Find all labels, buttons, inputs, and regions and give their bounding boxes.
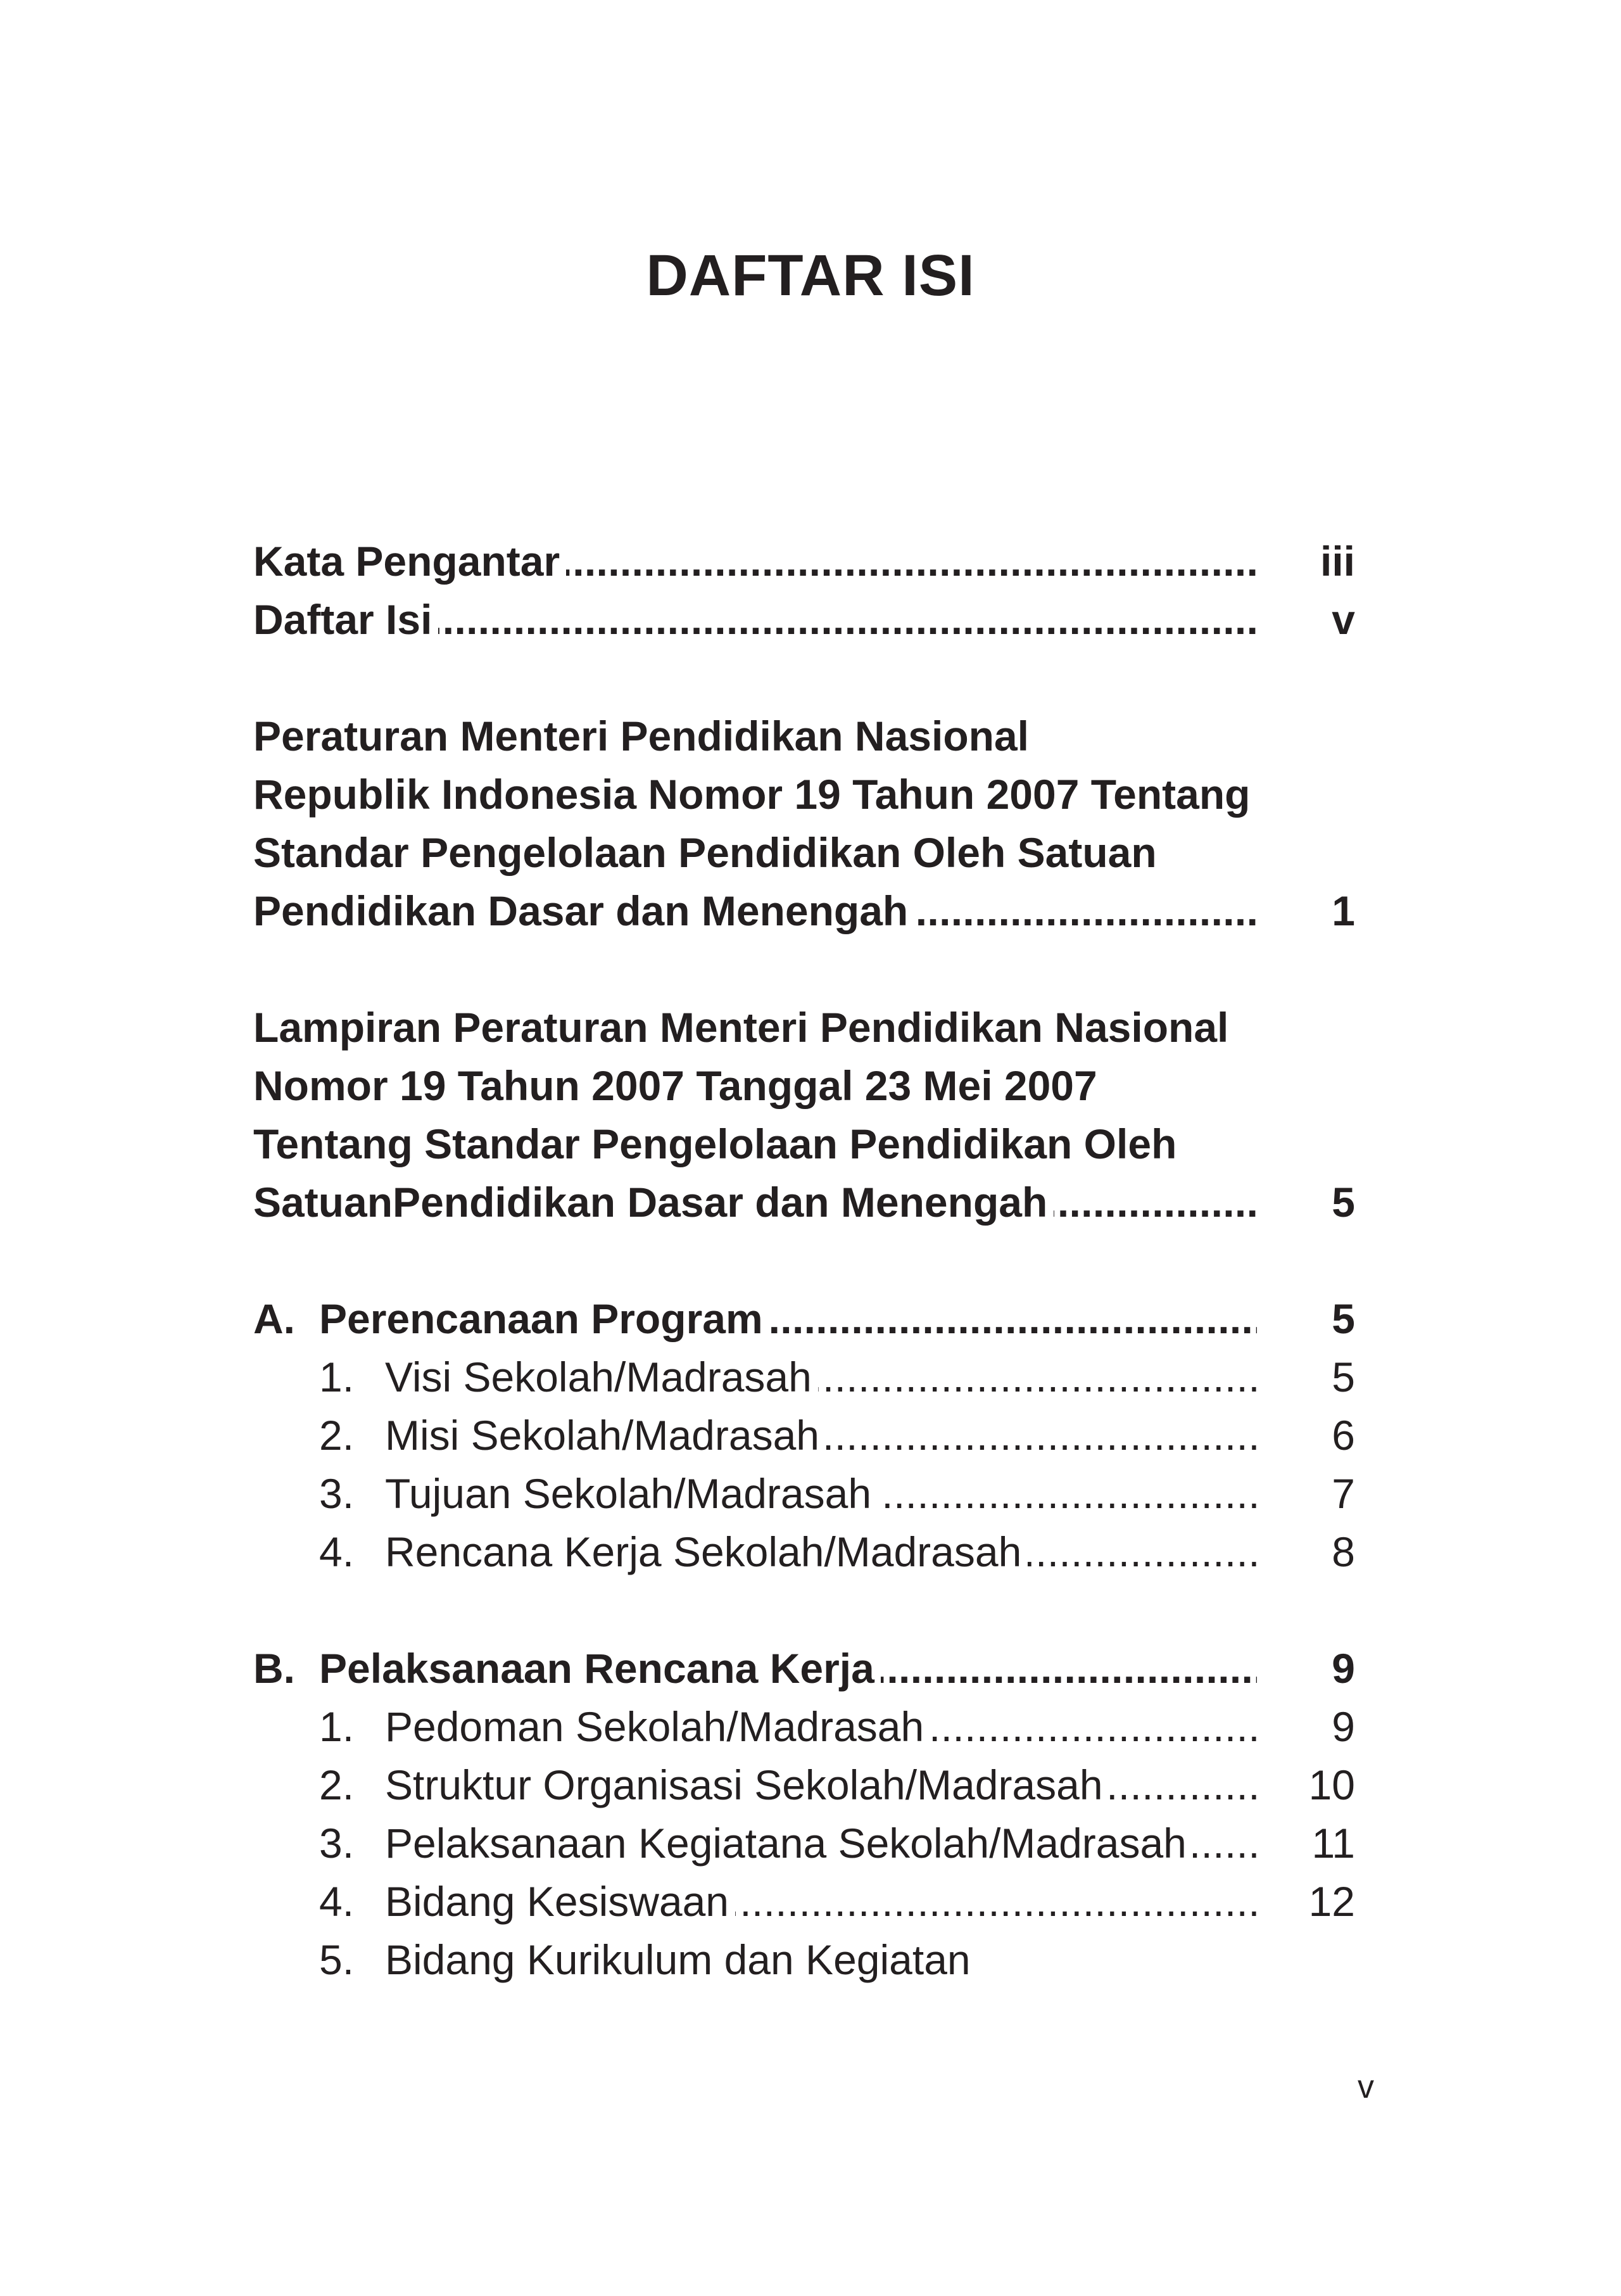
toc-subentry[interactable] xyxy=(253,1814,1355,1872)
toc-item-number: 3. xyxy=(319,1820,355,1867)
toc-subentry[interactable] xyxy=(253,1523,1355,1581)
toc-item-number: 1. xyxy=(319,1354,355,1400)
toc-entry-kata-pengantar[interactable] xyxy=(253,532,1355,590)
toc-entry-daftar-isi[interactable] xyxy=(253,590,1355,649)
toc-page-number: 8 xyxy=(1332,1528,1355,1575)
page-title: DAFTAR ISI xyxy=(646,243,975,308)
toc-page-number: v xyxy=(1332,596,1355,643)
toc-page-number: 10 xyxy=(1308,1761,1355,1808)
toc-entry-label: Tujuan Sekolah/Madrasah xyxy=(385,1470,878,1517)
toc-section-a[interactable] xyxy=(253,1290,1355,1348)
toc-page-number: 11 xyxy=(1311,1820,1355,1867)
toc-page-number: 6 xyxy=(1332,1412,1355,1459)
toc-entry-lampiran[interactable] xyxy=(253,998,1355,1231)
toc-page-number: 9 xyxy=(1332,1645,1355,1692)
toc-entry-line: SatuanPendidikan Dasar dan Menengah xyxy=(253,1179,1054,1226)
toc-entry-line: Standar Pengelolaan Pendidikan Oleh Satuan xyxy=(253,829,1163,876)
toc-item-number: 4. xyxy=(319,1528,355,1575)
toc-entry-label: Pelaksanaan Rencana Kerja xyxy=(319,1645,881,1692)
toc-page-number: 5 xyxy=(1332,1295,1355,1342)
toc-page-number: 5 xyxy=(1332,1179,1355,1226)
toc-entry-label: Misi Sekolah/Madrasah xyxy=(385,1412,826,1459)
toc-item-number: 5. xyxy=(319,1936,355,1983)
toc-subentry[interactable] xyxy=(253,1406,1355,1464)
toc-item-number: 3. xyxy=(319,1470,355,1517)
toc-entry-line: Republik Indonesia Nomor 19 Tahun 2007 Tentang xyxy=(253,771,1257,818)
toc-entry-line: Peraturan Menteri Pendidikan Nasional xyxy=(253,713,1035,759)
toc-entry-label: Visi Sekolah/Madrasah xyxy=(385,1354,818,1400)
toc-subentry[interactable] xyxy=(253,1931,1355,1989)
toc-subentry[interactable] xyxy=(253,1348,1355,1406)
toc-page-number: iii xyxy=(1320,538,1355,585)
toc-section-letter: A. xyxy=(253,1295,295,1342)
toc-subentry[interactable] xyxy=(253,1697,1355,1756)
page-folio: v xyxy=(1358,2069,1374,2105)
toc-subentry[interactable] xyxy=(253,1756,1355,1814)
toc-entry-line: Tentang Standar Pengelolaan Pendidikan Oleh xyxy=(253,1120,1183,1167)
toc-item-number: 4. xyxy=(319,1878,355,1925)
toc-page-number: 5 xyxy=(1332,1354,1355,1400)
toc-item-number: 2. xyxy=(319,1761,355,1808)
toc-page-number: 7 xyxy=(1332,1470,1355,1517)
toc-subentry[interactable] xyxy=(253,1464,1355,1523)
toc-entry-label: Bidang Kesiswaan xyxy=(385,1878,735,1925)
toc-entry-line: Pendidikan Dasar dan Menengah xyxy=(253,887,914,934)
toc-section-b[interactable] xyxy=(253,1639,1355,1697)
toc-section-letter: B. xyxy=(253,1645,295,1692)
toc-page-number: 1 xyxy=(1332,887,1355,934)
toc-page-number: 9 xyxy=(1332,1703,1355,1750)
toc-page-number: 12 xyxy=(1308,1878,1355,1925)
toc-entry-line: Nomor 19 Tahun 2007 Tanggal 23 Mei 2007 xyxy=(253,1062,1104,1109)
toc-entry-label: Struktur Organisasi Sekolah/Madrasah xyxy=(385,1761,1109,1808)
toc-entry-label: Perencanaan Program xyxy=(319,1295,769,1342)
toc-entry-permen[interactable] xyxy=(253,707,1355,940)
toc-item-number: 1. xyxy=(319,1703,355,1750)
toc-entry-label: Rencana Kerja Sekolah/Madrasah xyxy=(385,1528,1028,1575)
toc-entry-label: Pedoman Sekolah/Madrasah xyxy=(385,1703,930,1750)
toc-entry-label: Bidang Kurikulum dan Kegiatan xyxy=(385,1936,977,1983)
table-of-contents xyxy=(253,532,1355,1989)
toc-item-number: 2. xyxy=(319,1412,355,1459)
toc-entry-label: Kata Pengantar xyxy=(253,538,566,585)
toc-entry-label: Daftar Isi xyxy=(253,596,438,643)
toc-subentry[interactable] xyxy=(253,1872,1355,1931)
toc-entry-label: Pelaksanaan Kegiatana Sekolah/Madrasah xyxy=(385,1820,1193,1867)
toc-entry-line: Lampiran Peraturan Menteri Pendidikan Nasional xyxy=(253,1004,1235,1051)
